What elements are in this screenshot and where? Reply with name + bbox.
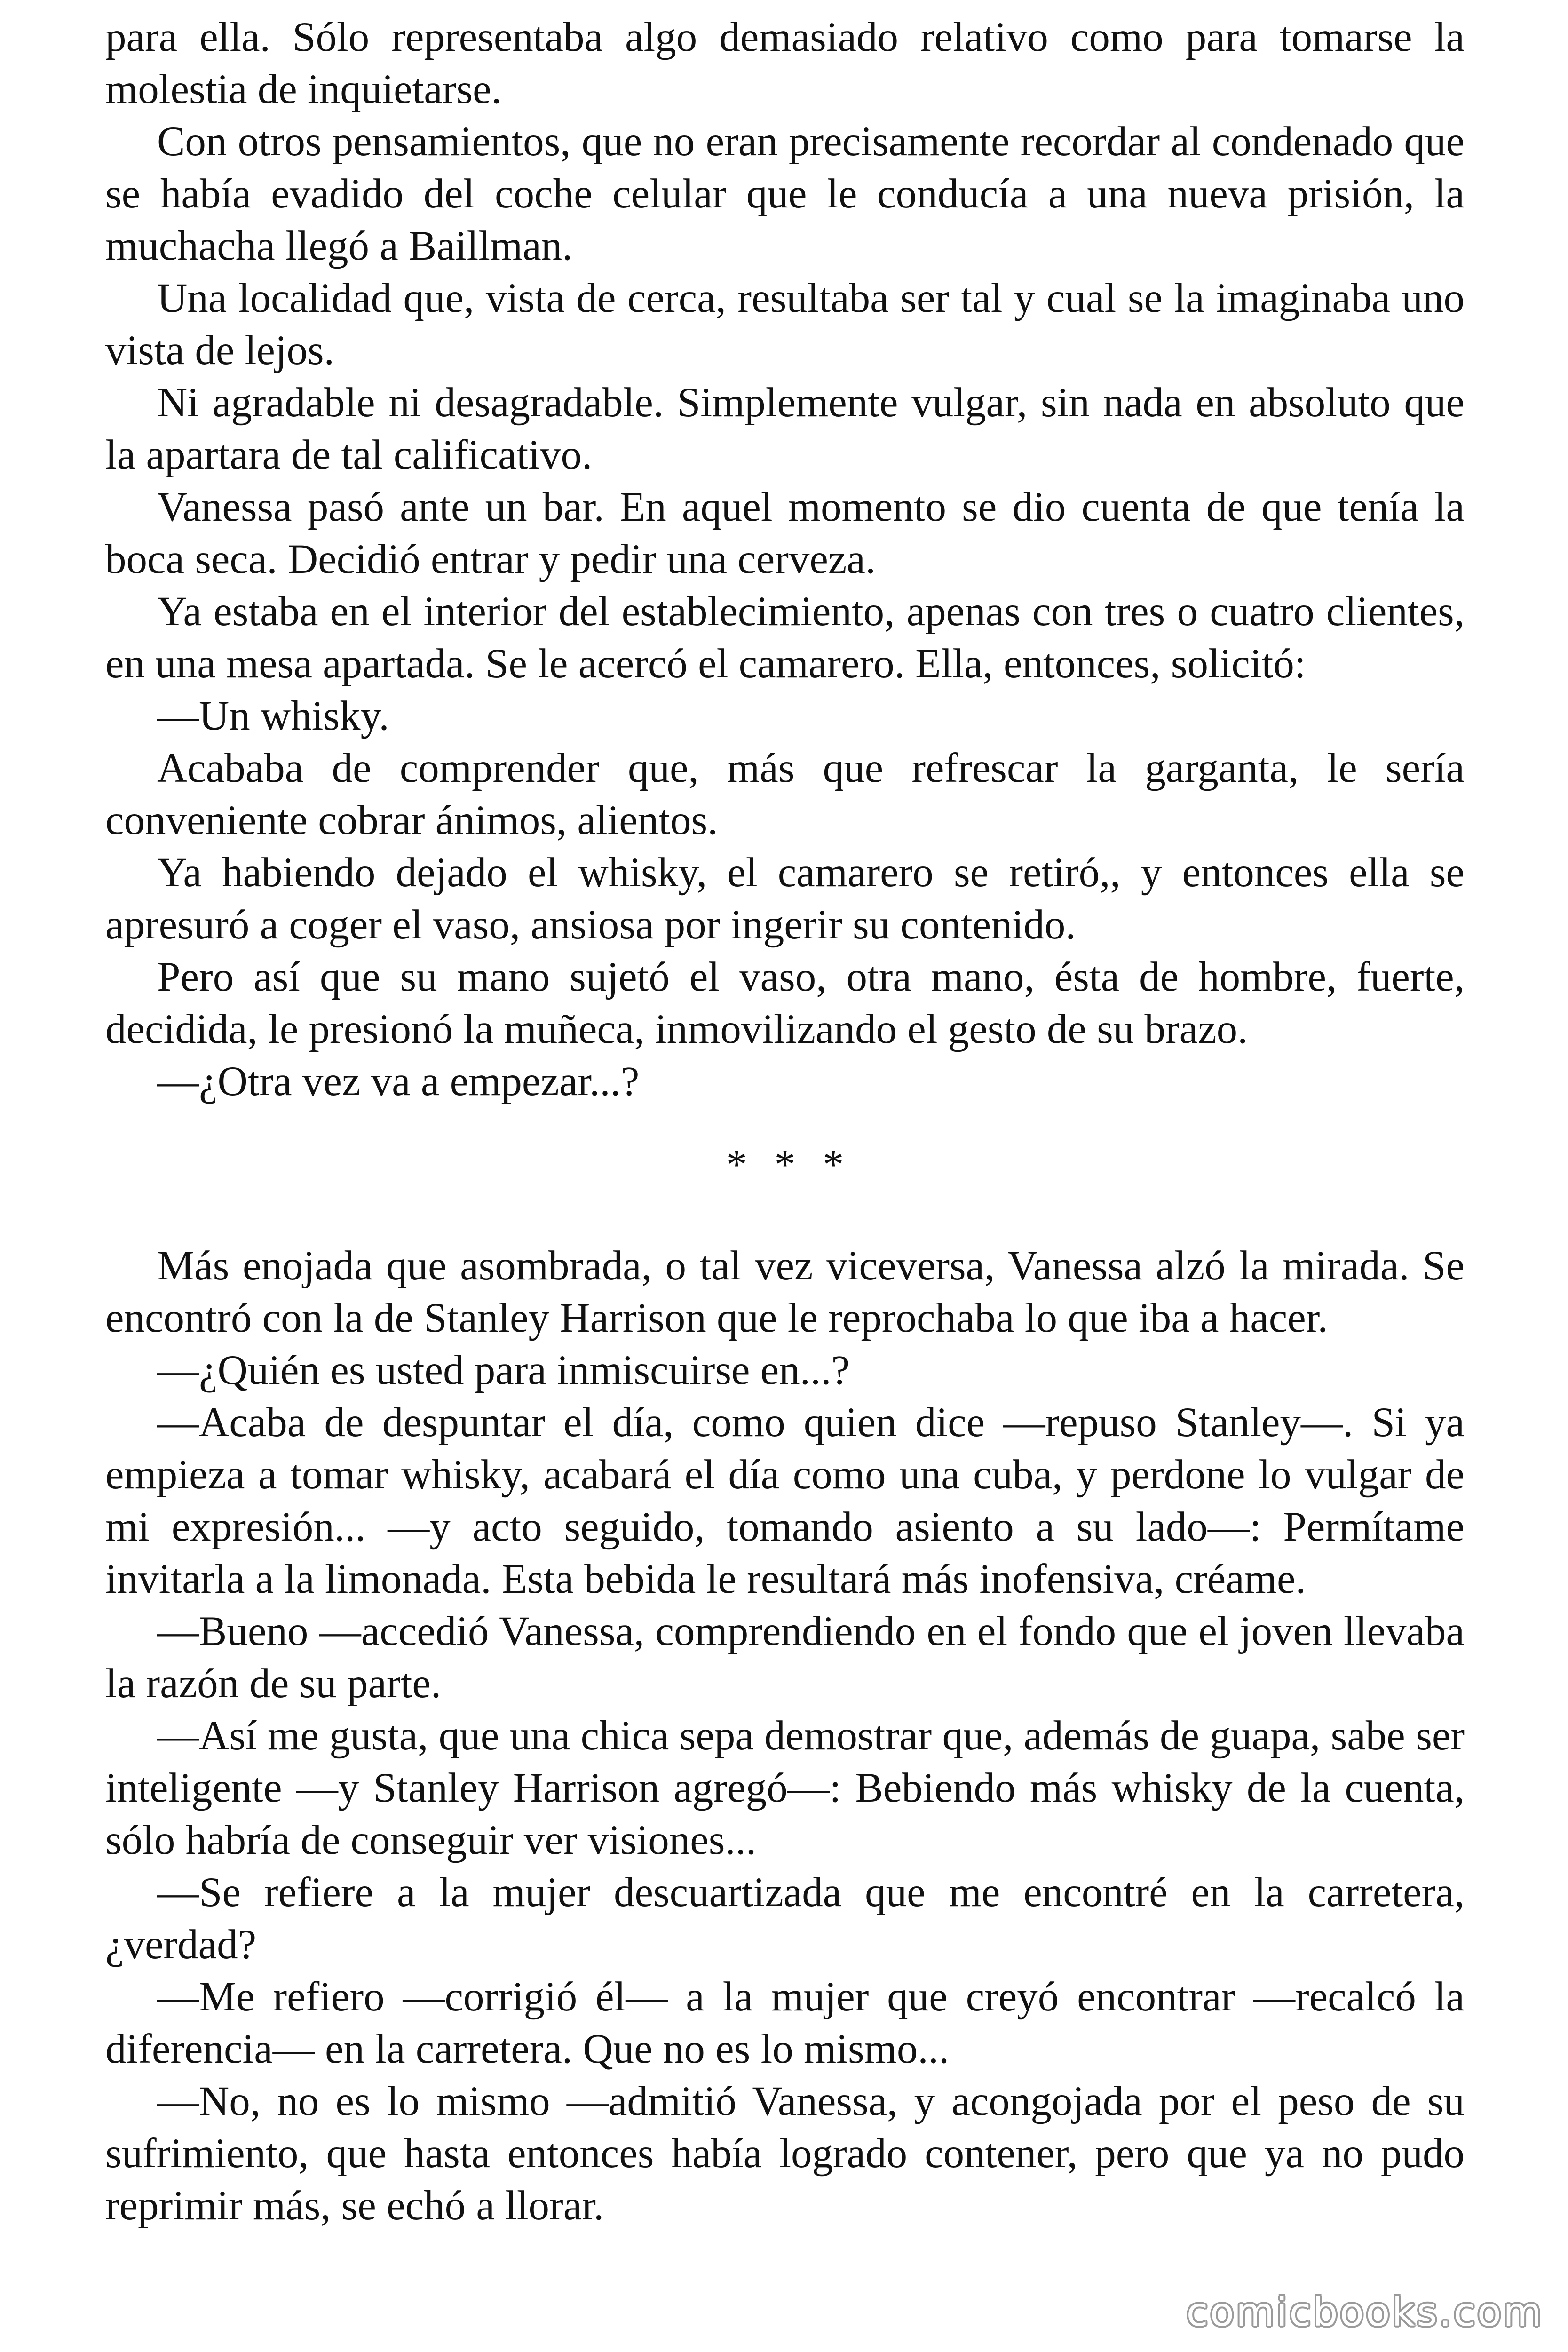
paragraph: Acababa de comprender que, más que refrescar la garganta, le sería conveniente cobrar ánimos, alientos. <box>105 745 1465 843</box>
dialogue-line: —No, no es lo mismo —admitió Vanessa, y acongojada por el peso de su sufrimiento, que hasta entonces había logrado contener, pero que ya no pudo reprimir más, se echó a llorar. <box>105 2078 1465 2229</box>
book-page <box>105 11 1465 2232</box>
section-separator: * * * <box>726 1142 852 1188</box>
dialogue-line: —Me refiero —corrigió él— a la mujer que creyó encontrar —recalcó la diferencia— en la carretera. Que no es lo mismo... <box>105 1974 1465 2072</box>
dialogue-line: —Acaba de despuntar el día, como quien dice —repuso Stanley—. Si ya empieza a tomar whisky, acabará el día como una cuba, y perdone lo vulgar de mi expresión... —y acto seguido, tomando asiento a su lado—: Permítame invitarla a la limonada. Esta bebida le resultará más inofensiva, créame. <box>105 1399 1465 1602</box>
paragraph: Vanessa pasó ante un bar. En aquel momento se dio cuenta de que tenía la boca seca. Decidió entrar y pedir una cerveza. <box>105 484 1465 582</box>
paragraph: para ella. Sólo representaba algo demasiado relativo como para tomarse la molestia de inquietarse. <box>105 14 1465 112</box>
dialogue-line: —¿Quién es usted para inmiscuirse en...? <box>157 1347 850 1393</box>
paragraph: Pero así que su mano sujetó el vaso, otra mano, ésta de hombre, fuerte, decidida, le presionó la muñeca, inmovilizando el gesto de su brazo. <box>105 954 1465 1052</box>
paragraph: Más enojada que asombrada, o tal vez viceversa, Vanessa alzó la mirada. Se encontró con la de Stanley Harrison que le reprochaba lo que iba a hacer. <box>105 1243 1465 1341</box>
dialogue-line: —¿Otra vez va a empezar...? <box>157 1058 640 1104</box>
paragraph: Con otros pensamientos, que no eran precisamente recordar al condenado que se había evadido del coche celular que le conducía a una nueva prisión, la muchacha llegó a Baillman. <box>105 119 1465 269</box>
dialogue-line: —Un whisky. <box>157 693 389 739</box>
paragraph: Una localidad que, vista de cerca, resultaba ser tal y cual se la imaginaba uno vista de lejos. <box>105 275 1465 373</box>
dialogue-line: —Así me gusta, que una chica sepa demostrar que, además de guapa, sabe ser inteligente —y Stanley Harrison agregó—: Bebiendo más whisky de la cuenta, sólo habría de conseguir ver visiones... <box>105 1713 1465 1863</box>
paragraph: Ya habiendo dejado el whisky, el camarero se retiró,, y entonces ella se apresuró a coger el vaso, ansiosa por ingerir su contenido. <box>105 850 1465 948</box>
dialogue-line: —Bueno —accedió Vanessa, comprendiendo en el fondo que el joven llevaba la razón de su parte. <box>105 1608 1465 1707</box>
paragraph: Ni agradable ni desagradable. Simplemente vulgar, sin nada en absoluto que la apartara de tal calificativo. <box>105 380 1465 478</box>
dialogue-line: —Se refiere a la mujer descuartizada que me encontré en la carretera, ¿verdad? <box>105 1869 1465 1968</box>
watermark-logo: comicbooks.com <box>1186 2289 1544 2335</box>
paragraph: Ya estaba en el interior del establecimiento, apenas con tres o cuatro clientes, en una mesa apartada. Se le acercó el camarero. Ella, entonces, solicitó: <box>105 588 1465 687</box>
